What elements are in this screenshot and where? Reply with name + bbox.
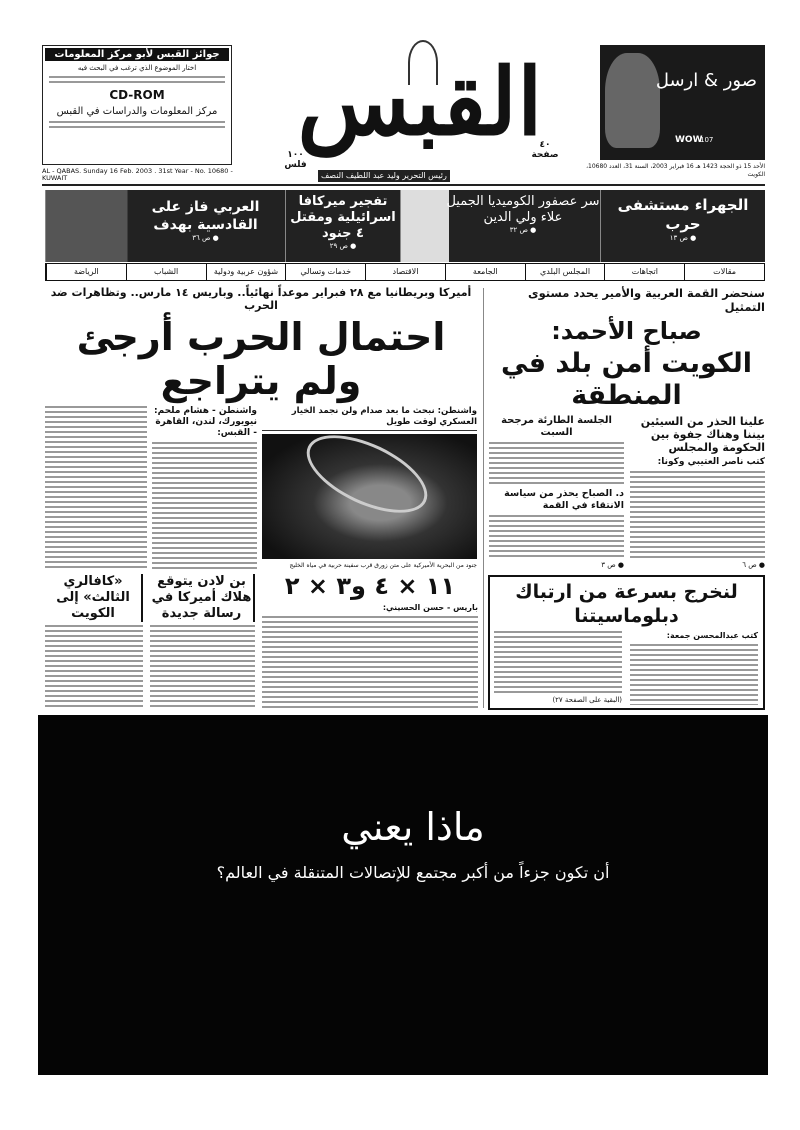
diplomacy-columns bbox=[494, 631, 759, 705]
paris-body-text bbox=[262, 616, 478, 708]
promo-title: جوائز القبس لأبو مركز المعلومات bbox=[45, 48, 229, 61]
promo-line: اختار الموضوع الذي ترغب في البحث فيه bbox=[77, 64, 197, 72]
right-story bbox=[488, 286, 765, 570]
right-sub3: علينا الحذر من السيئين بيننا وهناك جفوة بين الحكومة والمجلس bbox=[640, 415, 765, 454]
right-ref: ● ص ٣ bbox=[601, 561, 624, 569]
right-body-text bbox=[489, 515, 624, 558]
main-body-text bbox=[45, 406, 147, 570]
binladen-headline: بن لادن يتوقع هلاك أميركا في رسالة جديدة bbox=[150, 574, 255, 622]
divider bbox=[483, 288, 484, 708]
teaser-page: ● ص ٣٦ bbox=[192, 234, 219, 242]
teaser-page: ● ص ٣٢ bbox=[509, 226, 537, 234]
arabic-dateline: الأحد 15 ذو الحجة 1423 هـ 16 فبراير 2003، السنة 31، العدد 10680، الكويت bbox=[586, 163, 765, 178]
main-kicker: أميركا وبريطانيا مع ٢٨ فبراير موعداً نهائياً.. وباريس ١٤ مارس.. وتظاهرات ضد الحرب bbox=[50, 286, 472, 312]
divider bbox=[42, 184, 765, 186]
section-sports[interactable]: الرياضة bbox=[46, 264, 126, 280]
editor-in-chief: رئيس التحرير وليد عبد اللطيف النصف bbox=[318, 170, 450, 182]
diplomacy-body-text bbox=[630, 644, 758, 705]
promo-text bbox=[49, 76, 225, 86]
right-body-text bbox=[630, 471, 765, 558]
ad-subtitle: أن تكون جزءاً من أكبر مجتمع للإتصالات المتنقلة في العالم؟ bbox=[216, 863, 610, 882]
ad-title: ماذا يعني bbox=[341, 805, 485, 849]
right-sub2: د. الصباح يحذر من سياسة الانتقاء في القمة bbox=[504, 488, 624, 511]
ad-brand: WOW bbox=[675, 135, 703, 145]
boat-shape bbox=[295, 434, 438, 529]
section-university[interactable]: الجامعة bbox=[445, 264, 525, 280]
teaser-merkava[interactable] bbox=[285, 190, 400, 262]
section-municipal[interactable]: المجلس البلدي bbox=[525, 264, 605, 280]
portrait-image bbox=[605, 53, 660, 148]
main-headline: احتمال الحرب أرجئ ولم يتراجع bbox=[76, 315, 446, 403]
teaser-jahra[interactable] bbox=[600, 190, 765, 262]
main-dateline: واشنطن - هشام ملحم: نيويورك، لندن، القاهرة - القبس: bbox=[154, 406, 257, 438]
teaser-football[interactable] bbox=[45, 190, 285, 262]
section-trends[interactable]: اتجاهات bbox=[604, 264, 684, 280]
teaser-title: العربي فاز على القادسية بهدف bbox=[151, 199, 260, 233]
binladen-story bbox=[150, 574, 255, 708]
diplomacy-column-left bbox=[494, 631, 622, 705]
section-arab-intl[interactable]: شؤون عربية ودولية bbox=[206, 264, 286, 280]
main-story bbox=[45, 286, 477, 570]
promo-center: مركز المعلومات والدراسات في القبس bbox=[56, 106, 218, 117]
ad-slogan: صور & ارسل bbox=[655, 70, 757, 91]
teaser-page: ● ص ٢٩ bbox=[329, 242, 357, 250]
paris-byline: باريس - حسن الحسيني: bbox=[382, 603, 478, 612]
cavalry-story bbox=[45, 574, 143, 708]
right-story-columns bbox=[488, 415, 765, 570]
paris-headline: ١١ × ٤ و٣ × ٢ bbox=[284, 572, 456, 600]
teaser-strip bbox=[45, 190, 765, 262]
right-sub1: الجلسة الطارئة مرجحة السبت bbox=[501, 415, 612, 438]
right-column-b bbox=[489, 415, 624, 570]
ad-number: 107 bbox=[700, 136, 714, 144]
photo-column bbox=[262, 406, 477, 570]
page-count: ٤٠ صفحة bbox=[531, 140, 559, 160]
cavalry-body-text bbox=[45, 625, 143, 708]
newspaper-logo: القبس bbox=[297, 48, 543, 156]
cavalry-headline: «كافالري الثالث» إلى الكويت bbox=[45, 574, 143, 622]
right-body-text bbox=[489, 442, 624, 485]
diplomacy-body-text bbox=[494, 631, 622, 693]
diplomacy-byline: كتب عبدالمحسن جمعة: bbox=[666, 631, 758, 640]
teaser-page: ● ص ١٣ bbox=[669, 234, 697, 242]
section-articles[interactable]: مقالات bbox=[684, 264, 764, 280]
main-story-columns bbox=[45, 406, 477, 570]
paris-story bbox=[262, 572, 478, 708]
section-economy[interactable]: الاقتصاد bbox=[365, 264, 445, 280]
advertisement-box bbox=[600, 45, 765, 160]
section-services[interactable]: خدمات وتسالي bbox=[285, 264, 365, 280]
photo-quote: واشنطن: نبحث ما بعد صدام ولن نجمد الخيار العسكري لوقت طويل bbox=[262, 406, 477, 431]
diplomacy-headline: لنخرج بسرعة من ارتباك دبلوماسيتنا bbox=[515, 581, 738, 627]
diplomacy-box bbox=[488, 575, 765, 710]
right-headline-2: الكويت أمن بلد في المنطقة bbox=[501, 348, 752, 411]
news-photo bbox=[262, 434, 477, 559]
teaser-title: الجهراء مستشفى حرب bbox=[617, 196, 749, 233]
price: ١٠٠ فلس bbox=[284, 150, 307, 170]
diplomacy-ref: (البقية على الصفحة ٢٧) bbox=[552, 696, 622, 704]
main-body-text bbox=[152, 442, 257, 570]
teaser-comedy[interactable] bbox=[400, 190, 600, 262]
right-column-a bbox=[630, 415, 765, 570]
right-kicker: سنحضر القمة العربية والأمير يحدد مستوى التمثيل bbox=[528, 286, 765, 314]
promo-cdrom: CD-ROM bbox=[109, 88, 165, 102]
diplomacy-column-right bbox=[630, 631, 758, 705]
section-youth[interactable]: الشباب bbox=[126, 264, 206, 280]
bottom-advertisement bbox=[38, 715, 768, 1075]
photo-caption: جنود من البحرية الأميركية على متن زورق قرب سفينة حربية في مياه الخليج bbox=[289, 562, 477, 569]
right-ref: ● ص ٦ bbox=[742, 561, 765, 569]
main-dateline-column bbox=[152, 406, 257, 570]
promo-box bbox=[42, 45, 232, 165]
logo-emblem-icon bbox=[408, 40, 438, 85]
teaser-title: سر عصفور الكوميديا الجميل علاء ولي الدين bbox=[446, 194, 600, 225]
teaser-title: تفجير ميركافا اسرائيلية ومقتل ٤ جنود bbox=[290, 194, 396, 241]
promo-contact bbox=[49, 121, 225, 129]
section-index bbox=[45, 263, 765, 281]
english-dateline: AL - QABAS. Sunday 16 Feb. 2003 . 31st Year - No. 10680 - KUWAIT bbox=[42, 167, 233, 182]
right-headline-1: صباح الأحمد: bbox=[551, 317, 702, 345]
binladen-body-text bbox=[150, 625, 255, 708]
right-byline: كتب ناصر العتيبي وكونا: bbox=[657, 457, 765, 467]
